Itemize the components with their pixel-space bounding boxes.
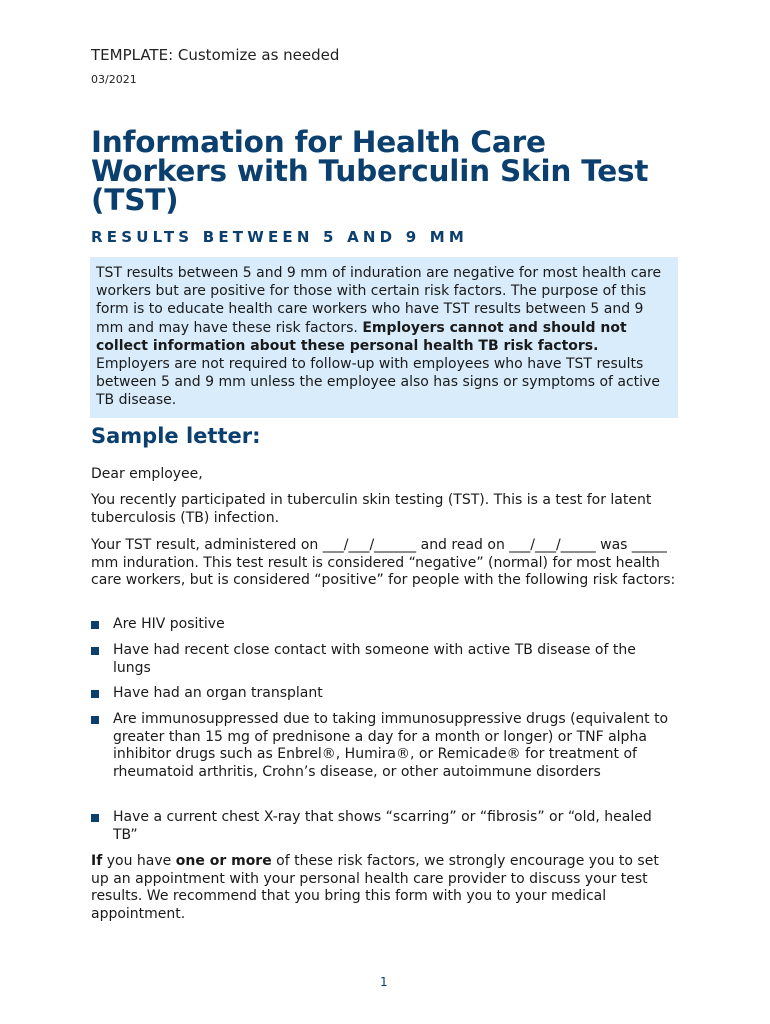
risk-factor-text: Have a current chest X-ray that shows “scarring” or “fibrosis” or “old, healed TB” [113,809,652,843]
page-number: 1 [380,975,388,989]
sample-letter-heading: Sample letter: [91,424,261,448]
closing-text-2: of these risk factors, we strongly encourage you to set up an appointment with your personal health care provider to discuss your test results. We recommend that you bring this form with you to your medical appointment. [91,853,659,922]
revision-date: 03/2021 [91,73,137,86]
page-title [91,125,691,217]
title-line-2: Workers with Tuberculin Skin Test [91,154,649,188]
risk-factor-text: Have had an organ transplant [113,685,323,701]
risk-factor-text: Have had recent close contact with someone with active TB disease of the lungs [113,642,636,676]
risk-factor-text: Are HIV positive [113,616,225,632]
bullet-square-icon [91,621,99,629]
title-line-1: Information for Health Care [91,125,546,159]
letter-greeting: Dear employee, [91,466,203,482]
bullet-square-icon [91,647,99,655]
closing-if: If [91,853,103,869]
bullet-square-icon [91,716,99,724]
template-label: TEMPLATE: Customize as needed [91,46,340,64]
closing-text-1: you have [102,853,176,869]
bullet-square-icon [91,814,99,822]
risk-factor-text: Are immunosuppressed due to taking immunosuppressive drugs (equivalent to greater than 15 mg of prednisone a day for a month or longer) or TNF alpha inhibitor drugs such as Enbrel®, Humira®, or Remicade® for treatment of rheumatoid arthritis, Crohn’s disease, or other autoimmune disorders [113,711,669,780]
info-box [90,257,678,418]
title-line-3: (TST) [91,183,179,217]
letter-paragraph-2: Your TST result, administered on ___/___/______ and read on ___/___/_____ was _____ mm induration. This test result is considered “negative” (normal) for most health care workers, but is considered “positive” for people with the following risk factors: [91,537,676,589]
info-text-2: Employers are not required to follow-up with employees who have TST results between 5 and 9 mm unless the employee also has signs or symptoms of active TB disease. [96,356,660,409]
letter-closing-paragraph [91,853,681,923]
page-subtitle: RESULTS BETWEEN 5 AND 9 MM [91,228,469,246]
info-text-1: TST results between 5 and 9 mm of induration are negative for most health care workers but are positive for those with certain risk factors. The purpose of this form is to educate health care workers who have TST results between 5 and 9 mm and may have these risk factors. [96,265,662,336]
bullet-square-icon [91,690,99,698]
closing-one-or-more: one or more [175,853,272,869]
letter-paragraph-1: You recently participated in tuberculin skin testing (TST). This is a test for latent tuberculosis (TB) infection. [91,492,652,526]
info-bold-text: Employers cannot and should not collect information about these personal health TB risk factors. [96,319,627,354]
